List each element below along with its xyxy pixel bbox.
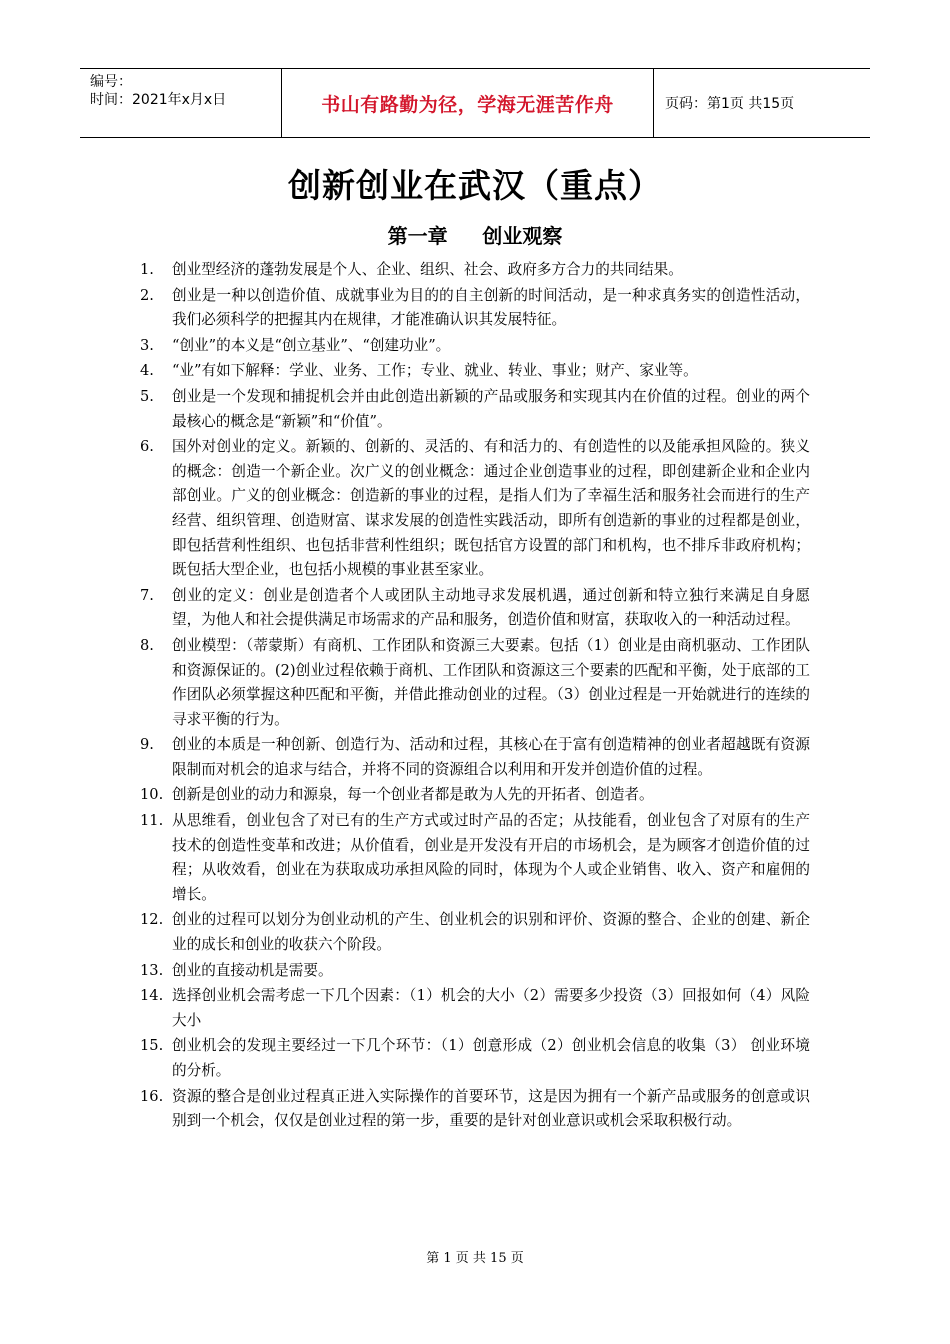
list-item-text: 创业的直接动机是需要。 [172, 961, 333, 979]
list-item-text: 创业型经济的蓬勃发展是个人、企业、组织、社会、政府多方合力的共同结果。 [172, 261, 683, 278]
list-item-number: 5. [140, 387, 154, 405]
list-item-number: 8. [140, 636, 154, 654]
list-item [110, 783, 810, 808]
list-item-text: “创业”的本义是“创立基业”、“创建功业”。 [172, 336, 451, 354]
time-label: 时间：2021年x月x日 [90, 92, 227, 108]
list-item [110, 908, 810, 957]
list-item-number: 12. [140, 911, 164, 929]
list-item-text: “业”有如下解释：学业、业务、工作；专业、就业、转业、事业；财产、家业等。 [172, 362, 698, 380]
list-item-number: 16. [140, 1087, 164, 1105]
list-item-number: 9. [140, 736, 154, 754]
list-item-number: 6. [140, 438, 154, 456]
list-item [110, 359, 810, 384]
list-item-number: 11. [140, 812, 164, 830]
list-item-number: 3. [140, 336, 154, 354]
motto: 书山有路勤为径，学海无涯苦作舟 [281, 69, 654, 137]
header-meta-cell [80, 69, 280, 137]
list-item [110, 984, 810, 1033]
list-item-number: 7. [140, 586, 154, 604]
list-item [110, 284, 810, 333]
list-item-text: 创新是创业的动力和源泉，每一个创业者都是敢为人先的开拓者、创造者。 [172, 786, 654, 804]
list-item [110, 959, 810, 984]
list-item-text: 创业的过程可以划分为创业动机的产生、创业机会的识别和评价、资源的整合、企业的创建、新企业的成长和创业的收获六个阶段。 [172, 911, 810, 954]
list-item-text: 创业是一个发现和捕捉机会并由此创造出新颖的产品或服务和实现其内在价值的过程。创业的两个最核心的概念是“新颖”和“价值”。 [172, 387, 810, 430]
page-footer: 第 1 页 共 15 页 [426, 1251, 524, 1266]
list-item-text: 资源的整合是创业过程真正进入实际操作的首要环节，这是因为拥有一个新产品或服务的创意或识别到一个机会，仅仅是创业过程的第一步，重要的是针对创业意识或机会采取积极行动。 [172, 1087, 810, 1130]
header-table [80, 68, 870, 138]
list-item [110, 733, 810, 782]
list-item [110, 634, 810, 732]
list-item-number: 13. [140, 961, 164, 979]
code-label: 编号： [90, 74, 132, 90]
numbered-list [110, 258, 810, 1135]
list-item [110, 1034, 810, 1083]
list-item-number: 4. [140, 362, 154, 380]
list-item [110, 809, 810, 907]
list-item-text: 国外对创业的定义。新颖的、创新的、灵活的、有和活力的、有创造性的以及能承担风险的。狭义的概念：创造一个新企业。次广义的创业概念：通过企业创造事业的过程，即创建新企业和企业内部创业。广义的创业概念：创造新的事业的过程，是指人们为了幸福生活和服务社会而进行的生产经营、组织管理、创造财富、谋求发展的创造性实践活动，即所有创造新的事业的过程都是创业，即包括营利性组织、也包括非营利性组织；既包括官方设置的部门和机构，也不排斥非政府机构；既包括大型企业，也包括小规模的事业甚至家业。 [172, 438, 810, 579]
page-info: 页码：第1页 共15页 [665, 96, 795, 112]
list-item [110, 385, 810, 434]
list-item-text: 创业是一种以创造价值、成就事业为目的的自主创新的时间活动，是一种求真务实的创造性活动，我们必须科学的把握其内在规律，才能准确认识其发展特征。 [172, 286, 810, 329]
list-item-number: 10. [140, 786, 164, 804]
list-item-number: 14. [140, 987, 164, 1005]
list-item-text: 选择创业机会需考虑一下几个因素：（1）机会的大小（2）需要多少投资（3）回报如何（4）风险大小 [172, 987, 810, 1029]
list-item [110, 584, 810, 633]
list-item-number: 2. [140, 286, 154, 304]
list-item-text: 从思维看，创业包含了对已有的生产方式或过时产品的否定；从技能看，创业包含了对原有的生产技术的创造性变革和改进；从价值看，创业是开发没有开启的市场机会，是为顾客才创造价值的过程；从收效看，创业在为获取成功承担风险的同时，体现为个人或企业销售、收入、资产和雇佣的增长。 [172, 812, 810, 903]
list-item-text: 创业机会的发现主要经过一下几个环节：（1）创意形成（2）创业机会信息的收集（3） 创业环境的分析。 [172, 1037, 810, 1079]
chapter-heading: 第一章 创业观察 [387, 224, 563, 248]
list-item [110, 1085, 810, 1134]
list-item [110, 334, 810, 359]
list-item [110, 435, 810, 583]
list-item-text: 创业的定义：创业是创造者个人或团队主动地寻求发展机遇，通过创新和特立独行来满足自身愿望，为他人和社会提供满足市场需求的产品和服务，创造价值和财富，获取收入的一种活动过程。 [172, 586, 810, 629]
list-item-text: 创业的本质是一种创新、创造行为、活动和过程，其核心在于富有创造精神的创业者超越既有资源限制而对机会的追求与结合，并将不同的资源组合以利用和开发并创造价值的过程。 [172, 736, 810, 778]
list-item [110, 258, 810, 283]
list-item-number: 15. [140, 1037, 164, 1055]
document-title: 创新创业在武汉（重点） [288, 166, 662, 205]
list-item-number: 1. [140, 261, 154, 278]
list-item-text: 创业模型：（蒂蒙斯）有商机、工作团队和资源三大要素。包括（1）创业是由商机驱动、工作团队和资源保证的。(2)创业过程依赖于商机、工作团队和资源这三个要素的匹配和平衡，处于底部的工作团队必须掌握这种匹配和平衡，并借此推动创业的过程。（3）创业过程是一开始就进行的连续的寻求平衡的行为。 [172, 636, 810, 728]
